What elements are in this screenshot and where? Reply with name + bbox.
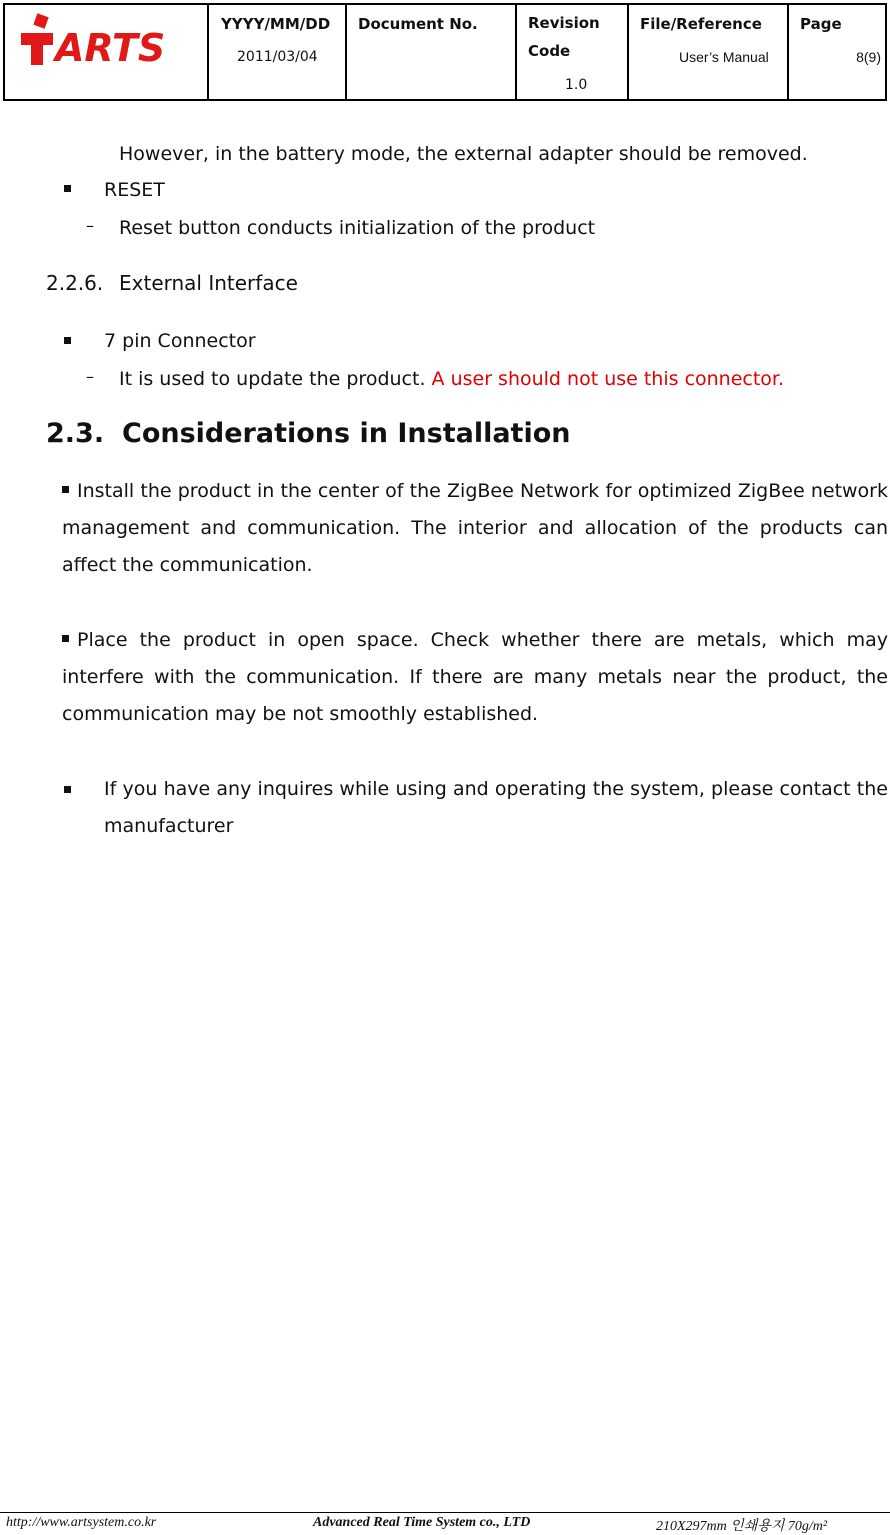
- footer-paper-spec: 210X297mm 인쇄용지 70g/m²: [656, 1519, 828, 1534]
- connector-usage-text: It is used to update the product.: [119, 368, 432, 390]
- file-reference-value: User’s Manual: [679, 49, 769, 65]
- footer-url: http://www.artsystem.co.kr: [6, 1515, 157, 1530]
- revision-cell: [517, 5, 629, 99]
- section-title-external-interface: External Interface: [119, 271, 298, 295]
- paragraph-1-text: Install the product in the center of the ZigBee Network for optimized ZigBee network management and communication. The interior and allocation of the products can affect the communication.: [62, 480, 888, 576]
- reset-description: Reset button conducts initialization of the product: [119, 217, 596, 239]
- date-value: 2011/03/04: [237, 49, 318, 65]
- connector-description: [119, 367, 784, 391]
- square-bullet-icon: [62, 486, 69, 493]
- document-header: [3, 3, 887, 101]
- square-bullet-icon: [64, 185, 71, 192]
- square-bullet-icon: [62, 635, 69, 642]
- connector-warning-text: A user should not use this connector.: [431, 368, 785, 390]
- paragraph-2-text: Place the product in open space. Check whether there are metals, which may interfere with the communication. If there are many metals near the product, the communication may be not smoothly established.: [62, 629, 888, 725]
- reset-title: RESET: [104, 179, 165, 201]
- logo-cell: [5, 5, 209, 99]
- battery-note: However, in the battery mode, the external adapter should be removed.: [119, 143, 808, 165]
- file-reference-label: File/Reference: [640, 15, 762, 33]
- section-title-considerations: Considerations in Installation: [122, 418, 571, 449]
- footer-rule-left: [0, 1512, 296, 1513]
- page-number: 8(9): [856, 49, 881, 65]
- page-label: Page: [800, 15, 842, 33]
- dash-bullet-icon: –: [86, 367, 94, 386]
- section-number-2-2-6: 2.2.6.: [46, 271, 104, 295]
- section-number-2-3: 2.3.: [46, 418, 105, 449]
- revision-value: 1.0: [565, 77, 588, 93]
- square-bullet-icon: [64, 337, 71, 344]
- contact-paragraph: If you have any inquires while using and operating the system, please contact the manufacturer: [104, 778, 888, 837]
- revision-label: Revision Code: [528, 14, 600, 60]
- file-reference-cell: [629, 5, 789, 99]
- footer-company: Advanced Real Time System co., LTD: [313, 1515, 531, 1530]
- page-cell: [789, 5, 885, 99]
- installation-paragraph-1: [62, 473, 888, 584]
- document-number-label: Document No.: [358, 15, 478, 33]
- connector-title: 7 pin Connector: [104, 330, 256, 352]
- logo-text: ARTS: [55, 26, 166, 70]
- date-cell: [209, 5, 347, 99]
- date-label: YYYY/MM/DD: [221, 15, 331, 33]
- arts-logo: [9, 11, 209, 91]
- dash-bullet-icon: –: [86, 216, 94, 235]
- installation-paragraph-2: [62, 622, 888, 733]
- document-number-cell: [347, 5, 517, 99]
- footer-rule-right: [296, 1512, 890, 1513]
- square-bullet-icon: [64, 786, 71, 793]
